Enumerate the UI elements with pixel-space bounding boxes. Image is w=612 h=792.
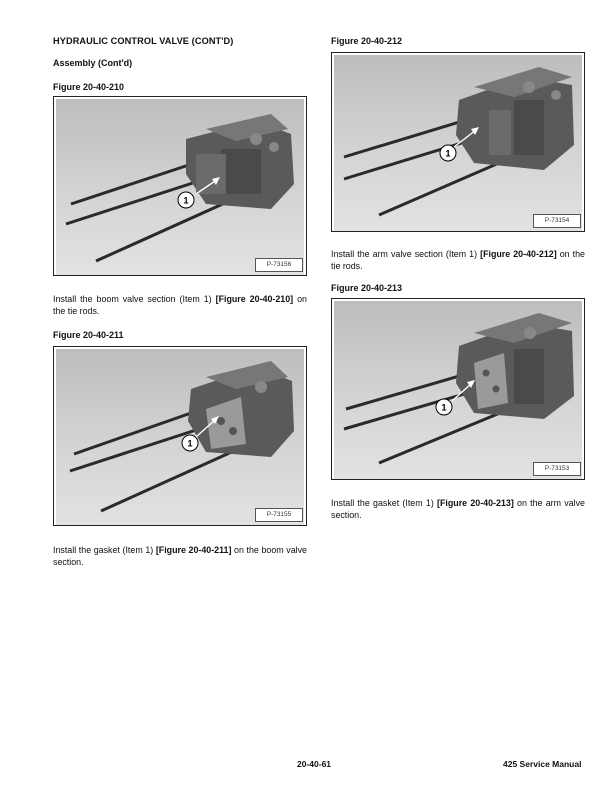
- section-subtitle: Assembly (Cont'd): [53, 58, 133, 68]
- figure-label-213: Figure 20-40-213: [331, 283, 403, 293]
- valve-photo-211: [56, 349, 304, 525]
- callout-number: 1: [441, 402, 447, 413]
- manual-name: 425 Service Manual: [503, 759, 582, 769]
- photo-code: P-73153: [533, 462, 581, 476]
- photo-code: P-73155: [255, 508, 303, 522]
- photo-code: P-73156: [255, 258, 303, 272]
- instruction-paragraph-3: Install the arm valve section (Item 1) [Figure 20-40-212] on the tie rods.: [331, 249, 585, 271]
- page-number: 20-40-61: [297, 759, 332, 769]
- callout-number: 1: [187, 438, 193, 449]
- instruction-paragraph-4: Install the gasket (Item 1) [Figure 20-40-213] on the arm valve section.: [331, 498, 585, 520]
- figure-211-image: [53, 346, 307, 526]
- instruction-paragraph-1: Install the boom valve section (Item 1) [Figure 20-40-210] on the tie rods.: [53, 294, 307, 316]
- figure-label-210: Figure 20-40-210: [53, 82, 125, 92]
- valve-photo-212: [334, 55, 582, 231]
- callout-number: 1: [183, 195, 189, 206]
- photo-code: P-73154: [533, 214, 581, 228]
- figure-212-image: [331, 52, 585, 232]
- callout-number: 1: [445, 148, 451, 159]
- figure-213-image: [331, 298, 585, 480]
- instruction-paragraph-2: Install the gasket (Item 1) [Figure 20-40-211] on the boom valve section.: [53, 545, 307, 567]
- figure-label-212: Figure 20-40-212: [331, 36, 403, 46]
- section-title: HYDRAULIC CONTROL VALVE (CONT'D): [53, 36, 234, 46]
- valve-photo-213: [334, 301, 582, 479]
- figure-210-image: [53, 96, 307, 276]
- valve-photo-210: [56, 99, 304, 275]
- figure-label-211: Figure 20-40-211: [53, 330, 124, 340]
